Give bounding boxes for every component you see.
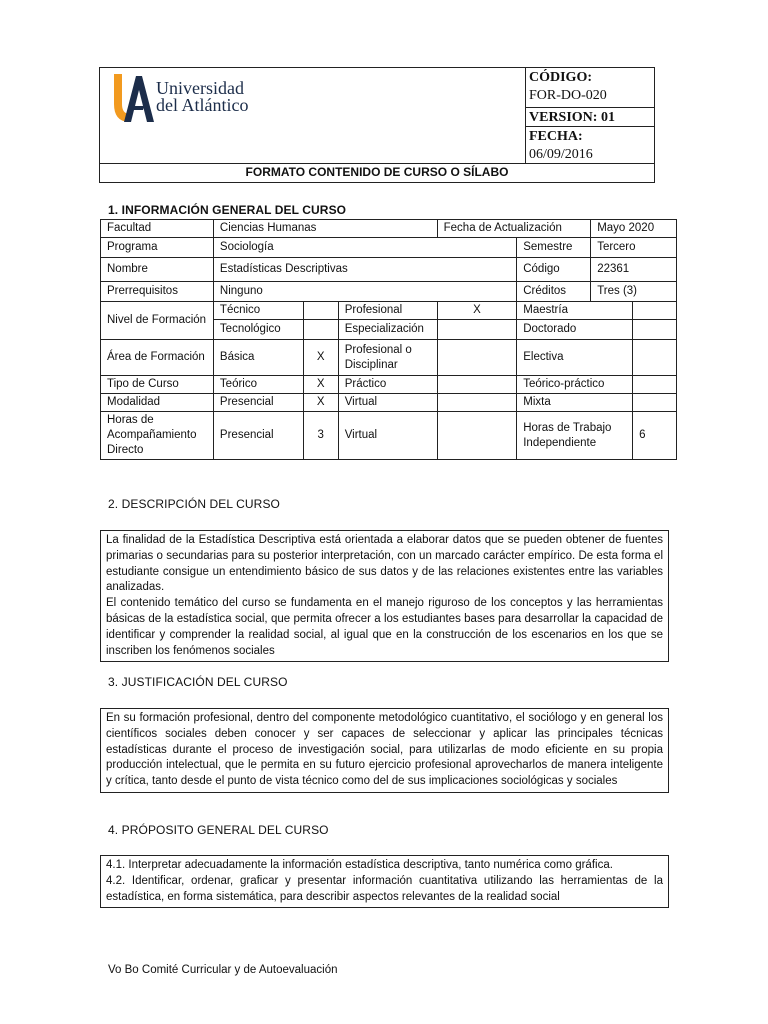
section-3-title: 3. JUSTIFICACIÓN DEL CURSO bbox=[108, 675, 288, 689]
especializacion-mark bbox=[437, 320, 517, 340]
horas-presencial-value: 3 bbox=[303, 412, 338, 460]
virtual-mark bbox=[437, 394, 517, 412]
fecha-label: FECHA: bbox=[529, 129, 583, 144]
codigo-curso-value: 22361 bbox=[591, 258, 677, 282]
area-formacion-label: Área de Formación bbox=[101, 340, 214, 376]
version-text: VERSION: 01 bbox=[529, 110, 615, 125]
logo-text-universidad: Universidad bbox=[156, 78, 244, 98]
doctorado-mark bbox=[633, 320, 677, 340]
horas-presencial-label: Presencial bbox=[213, 412, 303, 460]
document-title: FORMATO CONTENIDO DE CURSO O SÍLABO bbox=[245, 165, 509, 179]
electiva-mark bbox=[633, 340, 677, 376]
mixta-mark bbox=[633, 394, 677, 412]
section-4-title: 4. PRÓPOSITO GENERAL DEL CURSO bbox=[108, 823, 329, 837]
presencial-mark: X bbox=[303, 394, 338, 412]
teorico-mark: X bbox=[303, 376, 338, 394]
fecha-actualizacion-value: Mayo 2020 bbox=[591, 220, 677, 238]
footer-approval: Vo Bo Comité Curricular y de Autoevaluación bbox=[108, 964, 338, 976]
logo-text-atlantico: del Atlántico bbox=[156, 95, 249, 115]
basica-label: Básica bbox=[213, 340, 303, 376]
doctorado-label: Doctorado bbox=[517, 320, 633, 340]
semestre-label: Semestre bbox=[517, 238, 591, 258]
university-logo bbox=[100, 68, 525, 163]
tipo-curso-label: Tipo de Curso bbox=[101, 376, 214, 394]
section-2-title: 2. DESCRIPCIÓN DEL CURSO bbox=[108, 497, 280, 511]
creditos-label: Créditos bbox=[517, 282, 591, 302]
facultad-label: Facultad bbox=[101, 220, 214, 238]
practico-label: Práctico bbox=[338, 376, 437, 394]
maestria-mark bbox=[633, 302, 677, 320]
purpose-box bbox=[100, 855, 669, 908]
university-logo-mark-icon bbox=[110, 70, 154, 124]
especializacion-label: Especialización bbox=[338, 320, 437, 340]
codigo-label: CÓDIGO: bbox=[529, 70, 592, 85]
profesional-mark: X bbox=[437, 302, 517, 320]
facultad-value: Ciencias Humanas bbox=[213, 220, 437, 238]
teorico-practico-label: Teórico-práctico bbox=[517, 376, 633, 394]
profesional-disciplinar-label: Profesional o Disciplinar bbox=[338, 340, 437, 376]
table-row bbox=[101, 258, 677, 282]
presencial-label: Presencial bbox=[213, 394, 303, 412]
table-row bbox=[101, 376, 677, 394]
practico-mark bbox=[437, 376, 517, 394]
table-row bbox=[101, 412, 677, 460]
justification-paragraph: En su formación profesional, dentro del componente metodológico cuantitativo, el sociólogo y en general los científicos sociales deben conocer y ser capaces de seleccionar y aplicar las principales técnicas estadísticas durante el proceso de investigación social, para utilizarlas de modo eficiente en su propia producción intelectual, que le permita en su futuro ejercicio profesional aprovecharlos de manera inteligente y crítica, tanto desde el punto de vista técnico como del de sus implicaciones sociológicas y sociales bbox=[106, 712, 663, 788]
maestria-label: Maestría bbox=[517, 302, 633, 320]
version-cell bbox=[526, 108, 654, 127]
tecnico-label: Técnico bbox=[213, 302, 303, 320]
tecnico-mark bbox=[303, 302, 338, 320]
table-row bbox=[101, 220, 677, 238]
table-row bbox=[101, 238, 677, 258]
tecnologico-label: Tecnológico bbox=[213, 320, 303, 340]
description-paragraph-1: La finalidad de la Estadística Descriptiva está orientada a elaborar datos que se pueden obtener de fuentes primarias o secundarias para su posterior interpretación, con un marcado carácter empírico. De esta forma el estudiante consigue un entendimiento básico de sus datos y de las relaciones existentes entre las variables analizadas. bbox=[106, 534, 663, 594]
section-1-title: 1. INFORMACIÓN GENERAL DEL CURSO bbox=[108, 203, 347, 217]
nombre-value: Estadísticas Descriptivas bbox=[213, 258, 516, 282]
semestre-value: Tercero bbox=[591, 238, 677, 258]
codigo-curso-label: Código bbox=[517, 258, 591, 282]
codigo-cell bbox=[526, 68, 654, 108]
justification-box bbox=[100, 708, 669, 793]
document-meta bbox=[525, 68, 654, 163]
horas-independiente-value: 6 bbox=[633, 412, 677, 460]
table-row bbox=[101, 302, 677, 320]
modalidad-label: Modalidad bbox=[101, 394, 214, 412]
tecnologico-mark bbox=[303, 320, 338, 340]
horas-acompanamiento-label: Horas de Acompañamiento Directo bbox=[101, 412, 214, 460]
creditos-value: Tres (3) bbox=[591, 282, 677, 302]
teorico-practico-mark bbox=[633, 376, 677, 394]
table-row bbox=[101, 282, 677, 302]
programa-label: Programa bbox=[101, 238, 214, 258]
description-box bbox=[100, 530, 669, 662]
description-paragraph-2: El contenido temático del curso se fundamenta en el manejo riguroso de los conceptos y las herramientas básicas de la estadística social, que permita ofrecer a los estudiantes bases para desarrollar la capacidad de identificar y comprender la realidad social, al igual que en la construcción de los escenarios en los que se inscriben los fenómenos sociales bbox=[106, 597, 663, 657]
purpose-item-2: 4.2. Identificar, ordenar, graficar y presentar información cuantitativa utilizando las herramientas de la estadística, en forma sistemática, para describir aspectos relevantes de la realidad social bbox=[106, 874, 663, 903]
fecha-cell bbox=[526, 127, 654, 162]
purpose-item-1: 4.1. Interpretar adecuadamente la información estadística descriptiva, tanto numérica como gráfica. bbox=[106, 859, 613, 871]
programa-value: Sociología bbox=[213, 238, 516, 258]
basica-mark: X bbox=[303, 340, 338, 376]
nivel-formacion-label: Nivel de Formación bbox=[101, 302, 214, 340]
nombre-label: Nombre bbox=[101, 258, 214, 282]
prerrequisitos-label: Prerrequisitos bbox=[101, 282, 214, 302]
horas-virtual-label: Virtual bbox=[338, 412, 437, 460]
fecha-value: 06/09/2016 bbox=[529, 147, 593, 162]
electiva-label: Electiva bbox=[517, 340, 633, 376]
mixta-label: Mixta bbox=[517, 394, 633, 412]
fecha-actualizacion-label: Fecha de Actualización bbox=[437, 220, 591, 238]
prerrequisitos-value: Ninguno bbox=[213, 282, 516, 302]
horas-independiente-label: Horas de Trabajo Independiente bbox=[517, 412, 633, 460]
table-row bbox=[101, 340, 677, 376]
horas-virtual-value bbox=[437, 412, 517, 460]
teorico-label: Teórico bbox=[213, 376, 303, 394]
document-header bbox=[99, 67, 655, 183]
course-info-table bbox=[100, 219, 677, 460]
virtual-label: Virtual bbox=[338, 394, 437, 412]
table-row bbox=[101, 394, 677, 412]
profesional-disciplinar-mark bbox=[437, 340, 517, 376]
codigo-value: FOR-DO-020 bbox=[529, 88, 607, 103]
profesional-label: Profesional bbox=[338, 302, 437, 320]
